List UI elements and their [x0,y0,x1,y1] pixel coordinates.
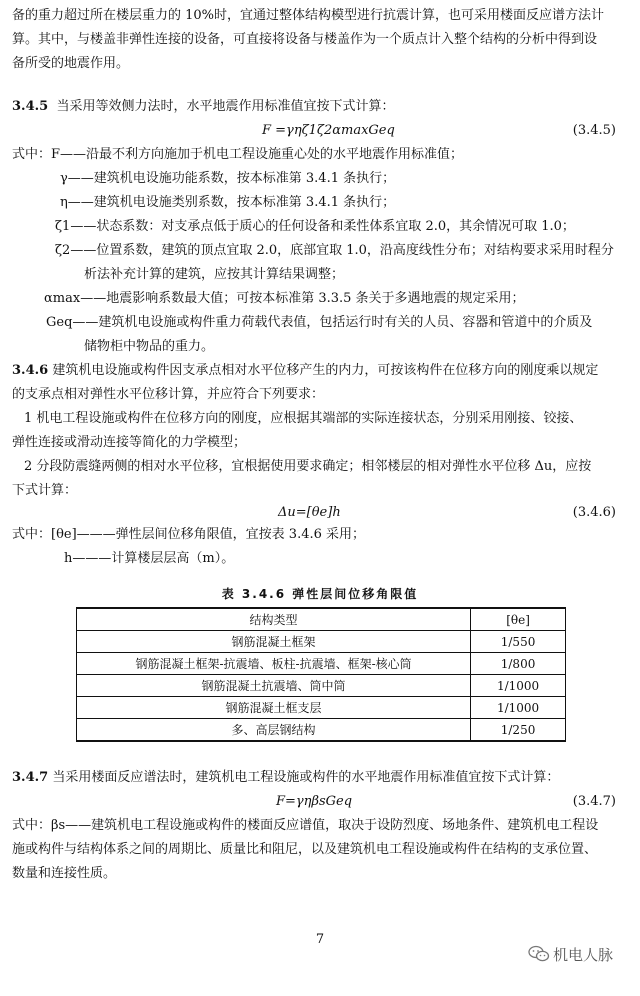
column-header-theta: [θe] [471,608,566,631]
clause-3-4-6 [12,361,628,381]
table-row [77,675,566,697]
where-beta-s-cont: 施或构件与结构体系之间的周期比、质量比和阻尼，以及建筑机电工程设施或构件在结构的支承位置、 [12,842,598,857]
clause-number: 3.4.5 [12,99,49,114]
equation-3-4-5: F =γηζ1ζ2αmaxGeq [262,123,395,138]
column-header-structure-type: 结构类型 [77,608,471,631]
clause-number: 3.4.7 [12,770,49,785]
table-cell-limit: 1/250 [471,719,566,742]
table-row [77,719,566,742]
table-cell-structure: 钢筋混凝土抗震墙、筒中筒 [77,675,471,697]
equation-number: (3.4.5) [572,123,616,138]
item-2-cont: 下式计算： [12,483,78,498]
where-theta: 式中：[θe]———弹性层间位移角限值，宜按表 3.4.6 采用； [12,527,366,542]
item-1: 1 机电工程设施或构件在位移方向的刚度，应根据其端部的实际连接状态，分别采用刚接、铰接、 [24,411,583,426]
table-cell-structure: 钢筋混凝土框支层 [77,697,471,719]
clause-3-4-5 [12,97,628,117]
where-gamma: γ——建筑机电设施功能系数，按本标准第 3.4.1 条执行； [60,171,396,186]
clause-number: 3.4.6 [12,363,49,378]
equation-number: (3.4.6) [572,505,616,520]
clause-text: 当采用等效侧力法时，水平地震作用标准值宜按下式计算： [56,99,395,114]
clause-3-4-7 [12,768,628,788]
item-1-cont: 弹性连接或滑动连接等简化的力学模型； [12,435,247,450]
where-beta-s: 式中：βs——建筑机电工程设施或构件的楼面反应谱值，取决于设防烈度、场地条件、建筑机电工程设 [12,818,599,833]
equation-3-4-6: Δu=[θe]h [278,505,341,520]
item-2: 2 分段防震缝两侧的相对水平位移，宜根据使用要求确定；相邻楼层的相对弹性水平位移 Δu，应按 [24,459,592,474]
table-header-row [77,608,566,631]
watermark-text: 机电人脉 [553,946,614,964]
text-line: 备所受的地震作用。 [12,56,130,71]
where-beta-s-cont: 数量和连接性质。 [12,866,117,881]
table-cell-limit: 1/1000 [471,697,566,719]
table-row [77,653,566,675]
table-cell-structure: 钢筋混凝土框架 [77,631,471,653]
table-cell-limit: 1/550 [471,631,566,653]
wechat-icon [528,945,550,967]
clause-text: 当采用楼面反应谱法时，建筑机电工程设施或构件的水平地震作用标准值宜按下式计算： [52,770,560,785]
table-row [77,631,566,653]
text-line: 算。其中，与楼盖非弹性连接的设备，可直接将设备与楼盖作为一个质点计入整个结构的分析中得到设 [12,32,598,47]
table-cell-limit: 1/1000 [471,675,566,697]
text-line: 的支承点相对弹性水平位移计算，并应符合下列要求： [12,387,325,402]
where-geq: Geq——建筑机电设施或构件重力荷载代表值，包括运行时有关的人员、容器和管道中的介质及 [46,315,593,330]
text-line: 备的重力超过所在楼层重力的 10%时，宜通过整体结构模型进行抗震计算，也可采用楼面反应谱方法计 [12,8,605,23]
where-h: h———计算楼层层高（m）。 [64,551,235,566]
where-zeta2-cont: 析法补充计算的建筑，应按其计算结果调整； [84,267,345,282]
equation-number: (3.4.7) [572,794,616,809]
where-alpha-max: αmax——地震影响系数最大值；可按本标准第 3.3.5 条关于多遇地震的规定采用； [44,291,525,306]
table-title: 表 3.4.6 弹性层间位移角限值 [221,587,419,601]
equation-3-4-7: F=γηβsGeq [276,794,353,809]
table-cell-structure: 钢筋混凝土框架-抗震墙、板柱-抗震墙、框架-核心筒 [77,653,471,675]
table-cell-limit: 1/800 [471,653,566,675]
where-eta: η——建筑机电设施类别系数，按本标准第 3.4.1 条执行； [60,195,396,210]
where-zeta1: ζ1——状态系数：对支承点低于质心的任何设备和柔性体系宜取 2.0，其余情况可取 1.0； [55,219,575,234]
drift-limit-table [76,607,566,742]
page-number: 7 [315,932,325,947]
watermark [528,944,613,967]
where-geq-cont: 储物柜中物品的重力。 [84,339,215,354]
where-F: 式中：F——沿最不利方向施加于机电工程设施重心处的水平地震作用标准值； [12,147,464,162]
clause-text: 建筑机电设施或构件因支承点相对水平位移产生的内力，可按该构件在位移方向的刚度乘以规定 [52,363,599,378]
table-row [77,697,566,719]
where-zeta2: ζ2——位置系数，建筑的顶点宜取 2.0，底部宜取 1.0，沿高度线性分布；对结构要求采用时程分 [55,243,614,258]
table-cell-structure: 多、高层钢结构 [77,719,471,742]
